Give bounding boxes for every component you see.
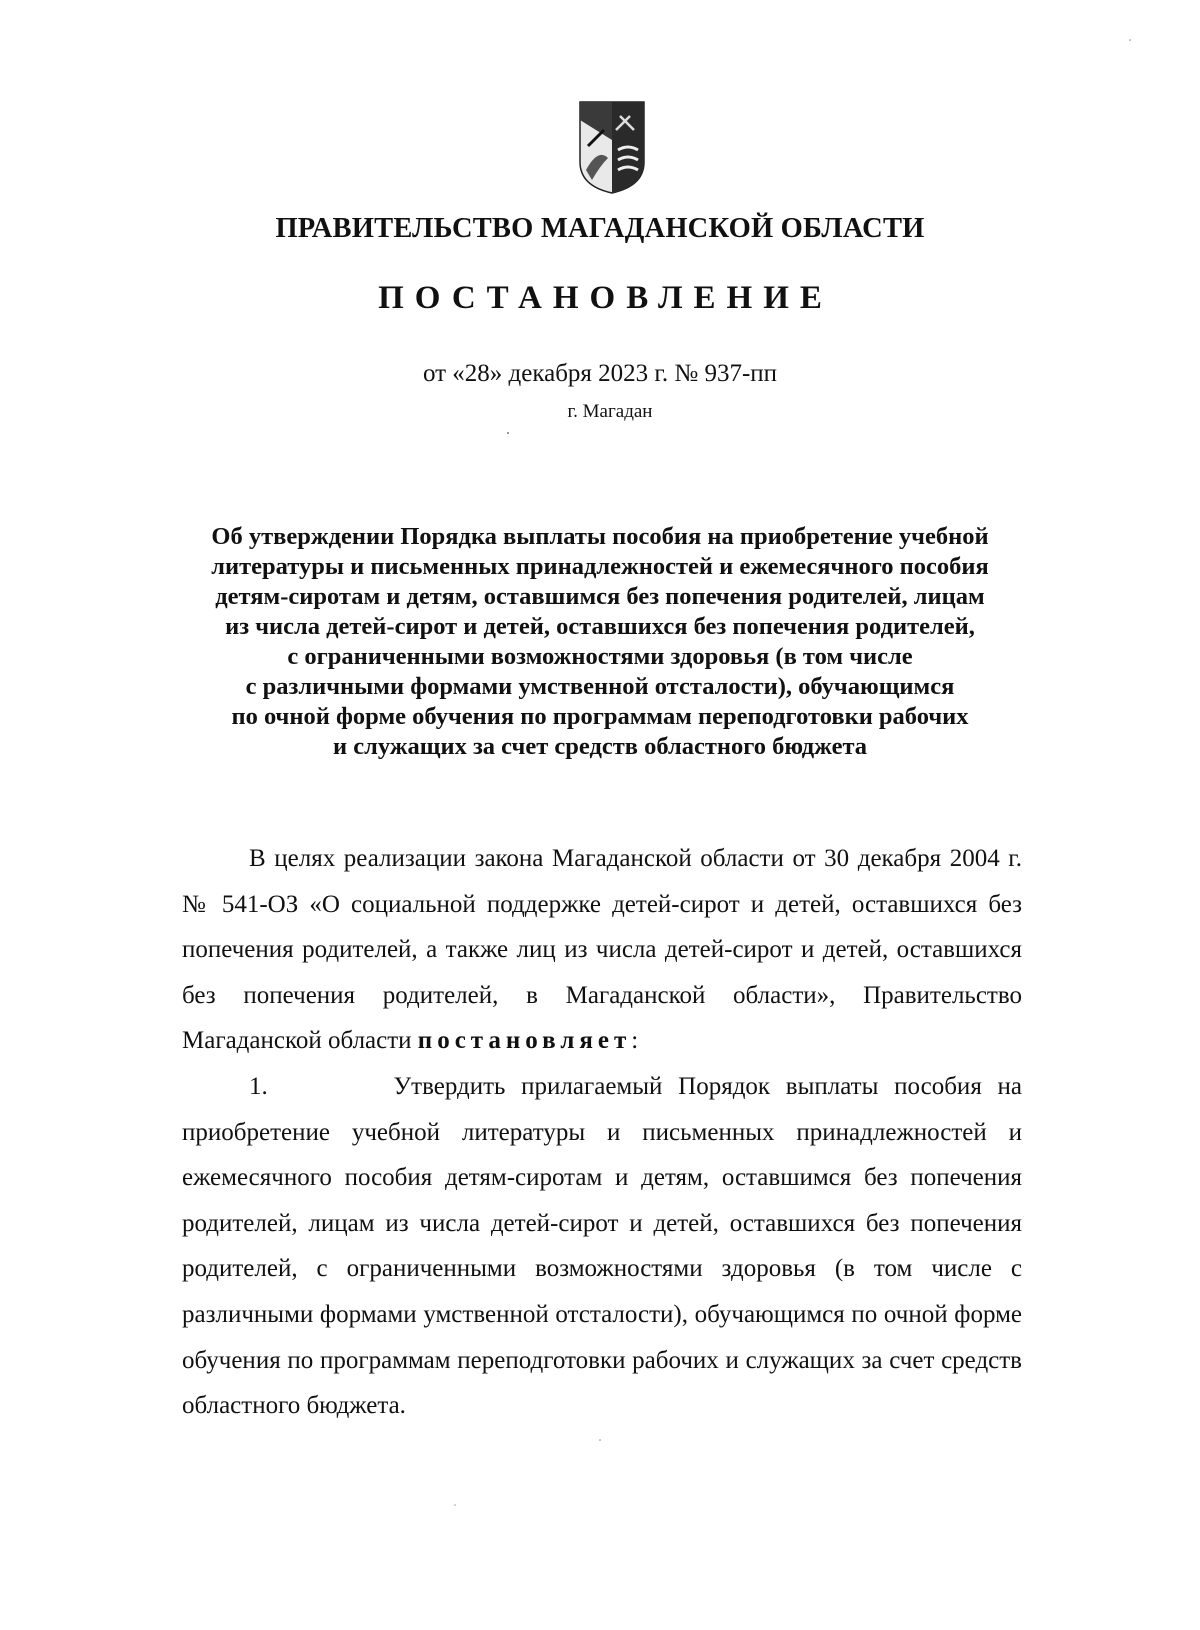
preamble-text: В целях реализации закона Магаданской области от 30 декабря 2004 г. № 541-ОЗ «О социальной поддержке детей-сирот и детей, оставшихся без попечения родителей, а также лиц из числа детей-сирот и детей, оставшихся без попечения родителей, в Магаданской области», Правительство Магаданской области bbox=[182, 845, 1022, 1055]
subject-line: детям-сиротам и детям, оставшимся без попечения родителей, лицам bbox=[215, 583, 985, 610]
subject-line: литературы и письменных принадлежностей и ежемесячного пособия bbox=[211, 553, 989, 580]
item-1-text: Утвердить прилагаемый Порядок выплаты пособия на приобретение учебной литературы и письменных принадлежностей и ежемесячного пособия детям-сиротам и детям, оставшимся без попечения родителей, лицам из числа детей-сирот и детей, оставшихся без попечения родителей, с ограниченными возможностями здоровья (в том числе с различными формами умственной отсталости), обучающимся по очной форме обучения по программам переподготовки рабочих и служащих за счет средств областного бюджета. bbox=[182, 1072, 1023, 1420]
document-date-number: от «28» декабря 2023 г. № 937-пп bbox=[422, 360, 778, 387]
item-1-number: 1. bbox=[249, 1072, 268, 1100]
subject-line: и служащих за счет средств областного бюджета bbox=[332, 733, 868, 760]
document-type-heading: ПОСТАНОВЛЕНИЕ bbox=[378, 280, 833, 316]
subject-line: с ограниченными возможностями здоровья (в том числе bbox=[287, 643, 913, 670]
resolves-colon: : bbox=[631, 1027, 639, 1055]
document-place: г. Магадан bbox=[567, 401, 653, 422]
resolves-word: постановляет bbox=[417, 1027, 632, 1055]
subject-line: с различными формами умственной отсталости), обучающимся bbox=[245, 673, 955, 700]
subject-line: Об утверждении Порядка выплаты пособия на приобретение учебной bbox=[211, 523, 989, 550]
subject-line: из числа детей-сирот и детей, оставшихся без попечения родителей, bbox=[225, 613, 975, 640]
organization-title: ПРАВИТЕЛЬСТВО МАГАДАНСКОЙ ОБЛАСТИ bbox=[275, 213, 925, 244]
subject-line: по очной форме обучения по программам переподготовки рабочих bbox=[231, 703, 969, 730]
